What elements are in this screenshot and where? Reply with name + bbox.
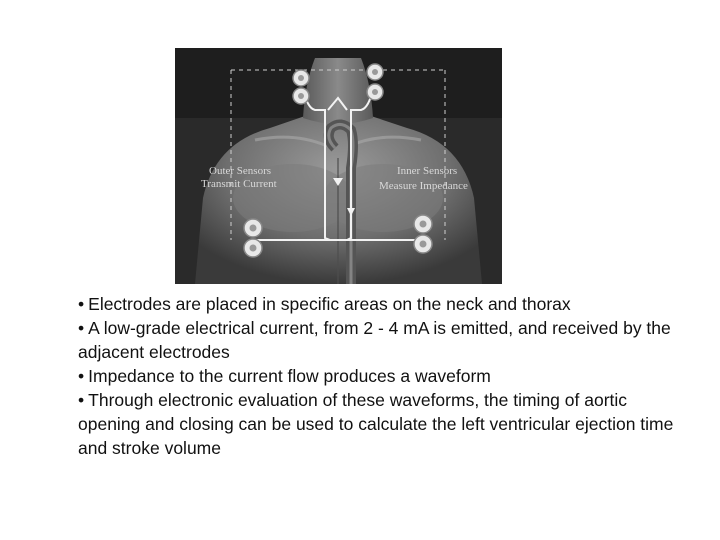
bullet-text: A low-grade electrical current, from 2 - 4 mA is emitted, and received by the adjacent electrodes xyxy=(78,318,671,362)
measure-impedance-label: Measure Impedance xyxy=(379,180,468,192)
bullet-text: Through electronic evaluation of these waveforms, the timing of aortic opening and closing can be used to calculate the left ventricular ejection time and stroke volume xyxy=(78,390,674,458)
bullet-list xyxy=(78,292,678,460)
bullet-text: Electrodes are placed in specific areas on the neck and thorax xyxy=(88,294,571,314)
neck-shape xyxy=(303,58,373,124)
inner-sensors-label: Inner Sensors xyxy=(397,165,458,177)
outer-sensors-label: Outer Sensors xyxy=(209,165,272,177)
thorax-electrode-diagram xyxy=(175,48,502,284)
bullet-text: Impedance to the current flow produces a waveform xyxy=(88,366,491,386)
bullet-symbol: • xyxy=(78,390,85,410)
bullet-item xyxy=(78,316,678,364)
bullet-symbol: • xyxy=(78,294,85,314)
bullet-item xyxy=(78,364,678,388)
bullet-symbol: • xyxy=(78,366,85,386)
transmit-current-label: Transmit Current xyxy=(201,178,277,190)
bullet-symbol: • xyxy=(78,318,85,338)
bullet-item xyxy=(78,388,678,460)
bullet-item xyxy=(78,292,678,316)
